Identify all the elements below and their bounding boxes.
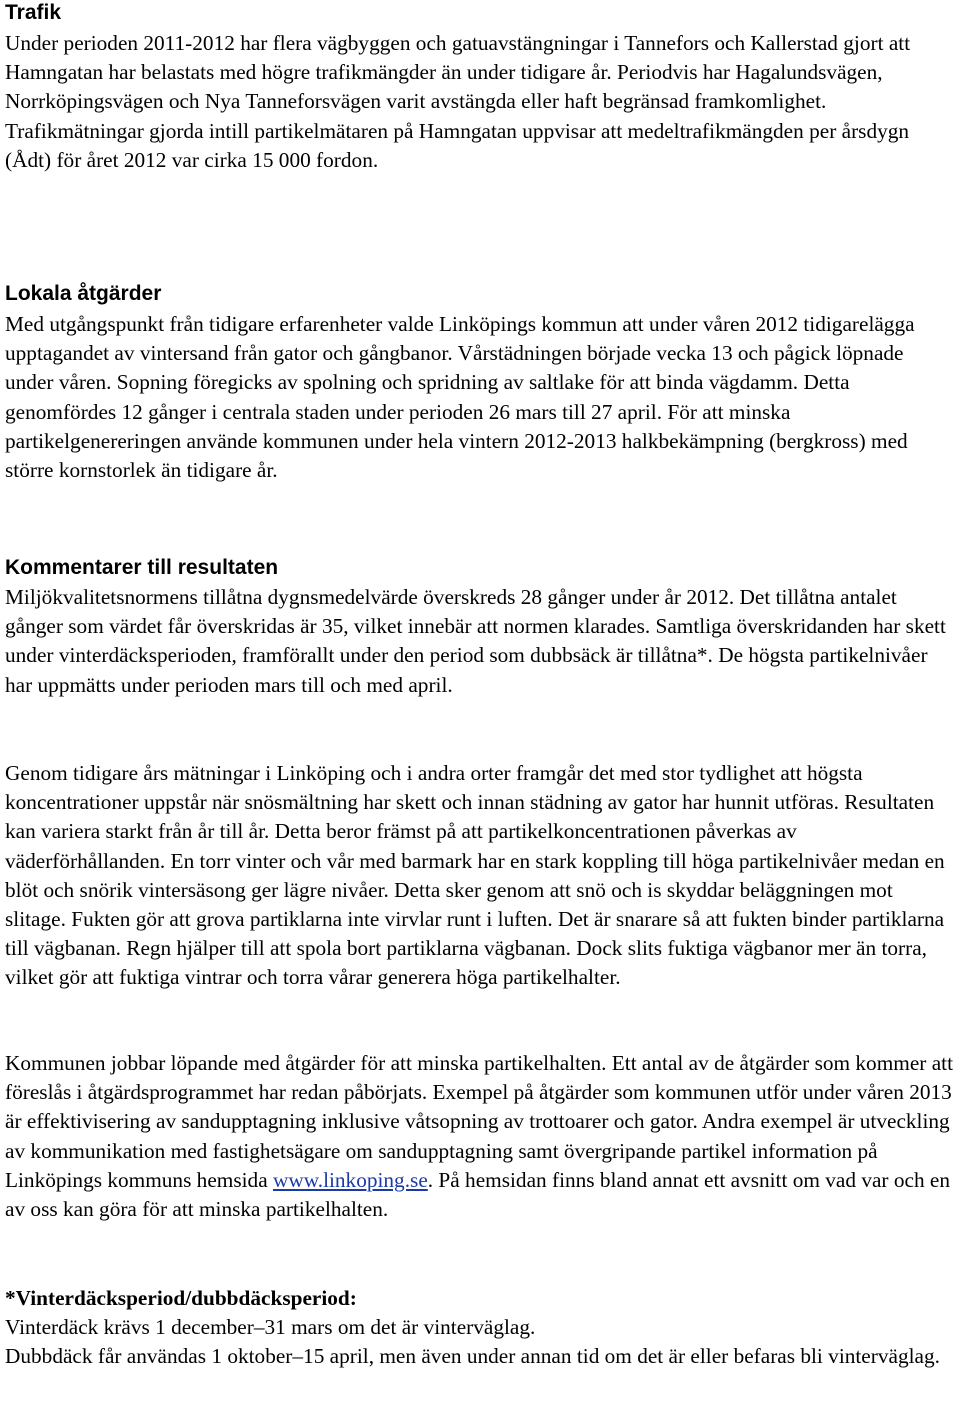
section-trafik [5,0,957,175]
footnote-line-dubbdack: Dubbdäck får användas 1 oktober–15 april, men även under annan tid om det är eller befaras bli vinterväglag. [5,1344,940,1369]
paragraph-kommentarer-3 [5,1049,957,1224]
section-kommentarer [5,555,957,700]
heading-lokala-atgarder: Lokala åtgärder [5,282,162,305]
paragraph-kommentarer-2: Genom tidigare års mätningar i Linköping och i andra orter framgår det med stor tydlighet att högsta koncentrationer uppstår när snösmältning har skett och innan städning av gator har hunnit utföras. Resultaten kan variera starkt från år till år. Detta beror främst på att partikelkoncentrationen påverkas av väderförhållanden. En torr vinter och vår med barmark har en stark koppling till höga partikelnivåer medan en blöt och snörik vintersäsong ger lägre nivåer. Detta sker genom att snö och is skyddar beläggningen mot slitage. Fukten gör att grova partiklarna inte virvlar runt i luften. Det är snarare så att fukten binder partiklarna till vägbanan. Regn hjälper till att spola bort partiklarna vägbanan. Dock slits fuktiga vägbanor mer än torra, vilket gör att fuktiga vintrar och torra vårar generera höga partikelhalter. [5,761,945,990]
heading-trafik: Trafik [5,1,62,24]
linkoping-website-link[interactable]: www.linkoping.se [272,1167,428,1192]
paragraph-text: Kommunen jobbar löpande med åtgärder för att minska partikelhalten. Ett antal av de åtgärder som kommer att föreslås i åtgärdsprogrammet har redan påbörjats. Exempel på åtgärder som kommunen utför under våren 2013 är effektivisering av sandupptagning inklusive våtsopning av trottoarer och gator. Andra exempel är utveckling av kommunikation med fastighetsägare om sandupptagning samt övergripande partikel information på Linköpings kommuns hemsida [5,1051,953,1192]
footnote-title: *Vinterdäcksperiod/dubbdäcksperiod: [5,1286,357,1310]
section-lokala-atgarder [5,281,957,485]
paragraph-trafik: Under perioden 2011-2012 har flera vägbyggen och gatuavstängningar i Tannefors och Kallerstad gjort att Hamngatan har belastats med högre trafikmängder än under tidigare år. Periodvis har Hagalundsvägen, Norrköpingsvägen och Nya Tanneforsvägen varit avstängda eller haft begränsad framkomlighet. Trafikmätningar gjorda intill partikelmätaren på Hamngatan uppvisar att medeltrafikmängden per årsdygn (Ådt) för året 2012 var cirka 15 000 fordon. [5,31,911,172]
footnote-dackperiod [5,1284,940,1372]
footnote-line-vinterdack: Vinterdäck krävs 1 december–31 mars om det är vinterväglag. [5,1315,536,1340]
paragraph-lokala-atgarder: Med utgångspunkt från tidigare erfarenheter valde Linköpings kommun att under våren 2012 tidigarelägga upptagandet av vintersand från gator och gångbanor. Vårstädningen började vecka 13 och pågick löpnade under våren. Sopning föregicks av spolning och spridning av saltlake för att binda vägdamm. Detta genomfördes 12 gånger i centrala staden under perioden 26 mars till 27 april. För att minska partikelgenereringen använde kommunen under hela vintern 2012-2013 halkbekämpning (bergkross) med större kornstorlek än tidigare år. [5,312,915,483]
heading-kommentarer: Kommentarer till resultaten [5,556,279,579]
paragraph-text-after-link: . På hemsidan finns bland annat ett avsnitt om vad var och en av oss kan göra för att minska partikelhalten. [5,1167,951,1222]
paragraph-kommentarer-1: Miljökvalitetsnormens tillåtna dygnsmedelvärde överskreds 28 gånger under år 2012. Det tillåtna antalet gånger som värdet får överskridas är 35, vilket innebär att normen klarades. Samtliga överskridanden har skett under vinterdäcksperioden, framförallt under den period som dubbsäck är tillåtna*. De högsta partikelnivåer har uppmätts under perioden mars till och med april. [5,585,946,697]
